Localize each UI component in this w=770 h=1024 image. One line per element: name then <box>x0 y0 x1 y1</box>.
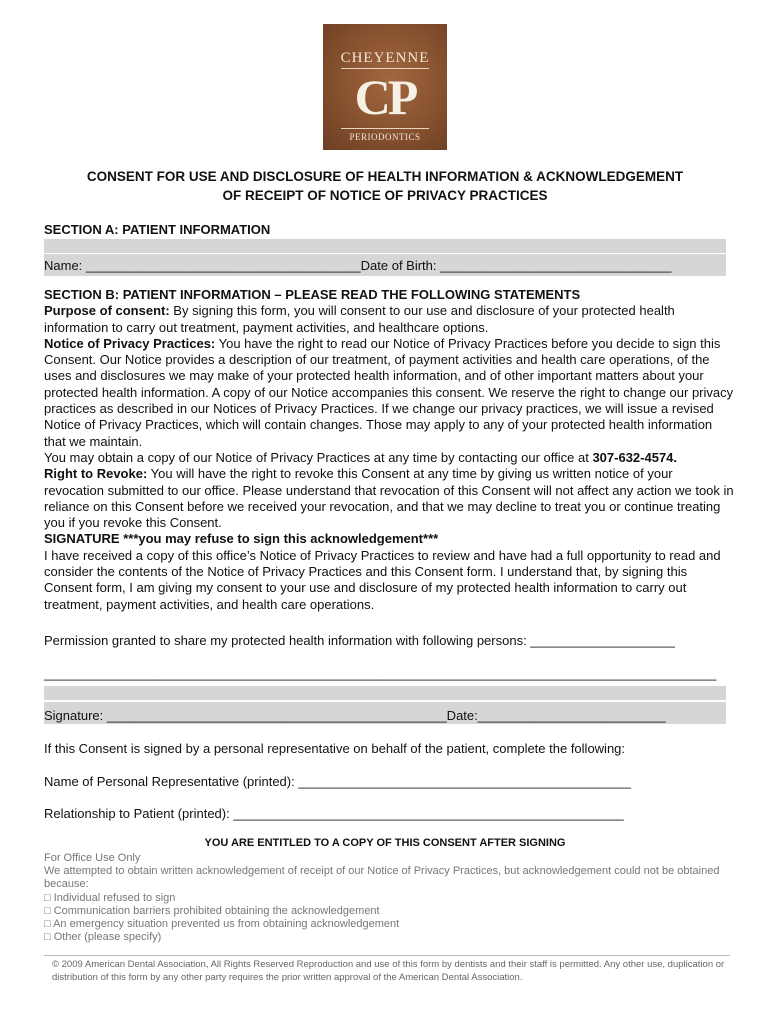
revoke-label: Right to Revoke: <box>44 466 148 482</box>
logo-mark: CP <box>354 69 416 125</box>
representative-intro: If this Consent is signed by a personal representative on behalf of the patient, complete the following: <box>44 741 626 756</box>
revoke-paragraph <box>44 466 734 531</box>
acknowledgement-text: I have received a copy of this office’s Notice of Privacy Practices to review and have had a full opportunity to read and consider the contents of the Notice of Privacy Practices and this Consent form. I understand that, by signing this Consent form, I am giving my consent to your use and disclosure of my protected health information to carry out treatment, payment activities, and health care operations. <box>44 547 721 612</box>
practice-logo <box>323 24 447 150</box>
office-option-other[interactable]: □ Other (please specify) <box>44 931 162 944</box>
copy-text: You may obtain a copy of our Notice of Privacy Practices at any time by contacting our office at <box>44 449 593 465</box>
entitled-notice: YOU ARE ENTITLED TO A COPY OF THIS CONSENT AFTER SIGNING <box>204 837 566 849</box>
permission-blank-line[interactable]: _____________________________________________________________________________________________ <box>44 666 717 681</box>
office-option-emergency[interactable]: □ An emergency situation prevented us from obtaining acknowledgement <box>44 918 400 931</box>
office-option-refused[interactable]: □ Individual refused to sign <box>44 891 176 904</box>
copyright-footer: © 2009 American Dental Association, All Rights Reserved Reproduction and use of this form by dentists and their staff is permitted. Any other use, duplication or distribution of this form by any other party requires the prior written approval of the American Dental Association. <box>52 959 725 983</box>
relationship-field[interactable]: Relationship to Patient (printed): ______________________________________________________ <box>44 806 624 821</box>
logo-bottom-text: PERIODONTICS <box>349 132 421 142</box>
permission-field[interactable]: Permission granted to share my protected health information with following persons: ____________________ <box>44 633 675 648</box>
name-dob-field[interactable]: Name: ______________________________________Date of Birth: ________________________________ <box>44 258 672 273</box>
notice-paragraph <box>44 336 734 450</box>
section-a-heading: SECTION A: PATIENT INFORMATION <box>44 222 271 237</box>
office-use-section <box>44 852 734 944</box>
copy-paragraph <box>44 450 734 466</box>
office-use-text: We attempted to obtain written acknowledgement of receipt of our Notice of Privacy Practices, but acknowledgement could not be obtained because: <box>44 865 720 891</box>
signature-heading: SIGNATURE ***you may refuse to sign this acknowledgement*** <box>44 531 439 547</box>
purpose-paragraph <box>44 303 734 336</box>
form-title-line: CONSENT FOR USE AND DISCLOSURE OF HEALTH INFORMATION & ACKNOWLEDGEMENT <box>86 169 684 184</box>
notice-label: Notice of Privacy Practices: <box>44 335 216 351</box>
signature-field[interactable]: Signature: _______________________________________________Date:__________________________ <box>44 708 666 723</box>
section-b <box>44 287 734 613</box>
purpose-text: By signing this form, you will consent to our use and disclosure of your protected health information to carry out treatment, payment activities, and healthcare options. <box>44 303 675 335</box>
form-title <box>30 167 740 205</box>
office-option-communication[interactable]: □ Communication barriers prohibited obtaining the acknowledgement <box>44 904 380 917</box>
shaded-bar <box>44 686 726 700</box>
form-title-line: OF RECEIPT OF NOTICE OF PRIVACY PRACTICES <box>222 188 548 203</box>
purpose-label: Purpose of consent: <box>44 303 170 319</box>
office-use-heading: For Office Use Only <box>44 852 141 864</box>
shaded-bar <box>44 239 726 253</box>
section-b-heading: SECTION B: PATIENT INFORMATION – PLEASE READ THE FOLLOWING STATEMENTS <box>44 287 581 302</box>
office-phone: 307-632-4574. <box>592 449 678 465</box>
logo-divider <box>341 128 429 129</box>
representative-name-field[interactable]: Name of Personal Representative (printed): ______________________________________________ <box>44 774 631 789</box>
revoke-text: You will have the right to revoke this Consent at any time by giving us written notice of your revocation submitted to our office. Please understand that revocation of this Consent will not affect any action we took in reliance on this Consent before we received your revocation, and that we may decline to treat you or continue treating you if you revoke this Consent. <box>44 466 734 531</box>
notice-text: You have the right to read our Notice of Privacy Practices before you decide to sign this Consent. Our Notice provides a description of our treatment, of payment activities and health care operations, of the uses and disclosures we may make of your protected health information, and of other important matters about your protected health information. A copy of our Notice accompanies this consent. We reserve the right to change our privacy practices as described in our Notices of Privacy Practices. If we change our privacy practices, we will issue a revised Notice of Privacy Practices, which will contain changes. Those may apply to any of your protected health information that we maintain. <box>44 335 734 449</box>
footer-divider <box>44 955 730 956</box>
logo-top-text: CHEYENNE <box>340 50 430 66</box>
